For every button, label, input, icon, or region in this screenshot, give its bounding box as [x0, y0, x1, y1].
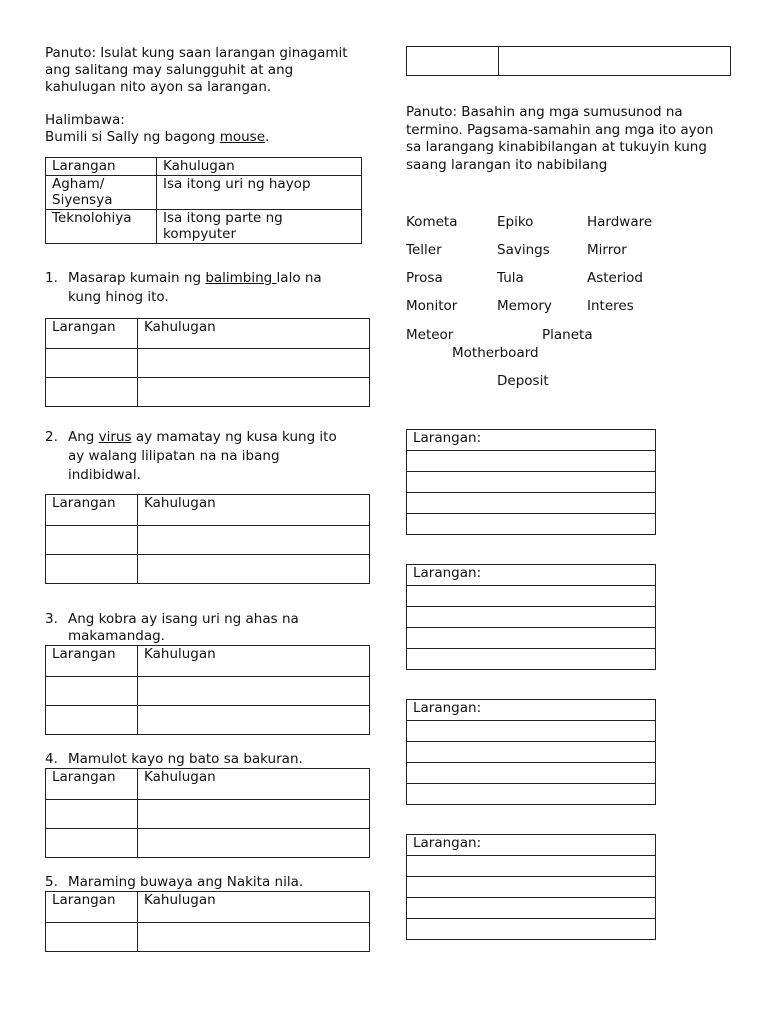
group-label: Larangan: — [407, 700, 656, 721]
item-text: Maraming buwaya ang Nakita nila. — [68, 874, 304, 890]
header-kahulugan: Kahulugan — [138, 319, 370, 349]
answer-cell[interactable] — [138, 349, 370, 378]
group-cell[interactable] — [407, 721, 656, 742]
left-instruction: Panuto: Isulat kung saan larangan ginagamit ang salitang may salungguhit at ang kahulugan nito ayon sa larangan. — [45, 45, 348, 95]
header-larangan: Larangan — [46, 646, 138, 677]
blank-cell[interactable] — [499, 47, 731, 76]
answer-cell[interactable] — [138, 378, 370, 407]
term: Deposit — [497, 373, 549, 389]
item-4 — [45, 750, 355, 769]
group-cell[interactable] — [407, 742, 656, 763]
term: Tula — [497, 270, 524, 286]
term: Savings — [497, 242, 550, 258]
example-cell: Teknolohiya — [46, 210, 157, 244]
group-table-1 — [406, 429, 656, 535]
item-number: 1. — [45, 270, 58, 286]
answer-cell[interactable] — [138, 526, 370, 555]
item-underlined-word: virus — [98, 429, 132, 445]
term: Hardware — [587, 214, 653, 230]
header-larangan: Larangan — [46, 495, 138, 526]
answer-cell[interactable] — [46, 923, 138, 952]
group-table-3 — [406, 699, 656, 805]
term: Meteor — [406, 327, 454, 343]
group-label: Larangan: — [407, 430, 656, 451]
example-text: Bumili si Sally ng bagong — [45, 129, 220, 145]
example-label: Halimbawa: — [45, 112, 125, 128]
group-cell[interactable] — [407, 898, 656, 919]
item-number: 2. — [45, 429, 58, 445]
term: Monitor — [406, 298, 458, 314]
group-label: Larangan: — [407, 835, 656, 856]
group-label: Larangan: — [407, 565, 656, 586]
answer-table-2 — [45, 494, 370, 584]
example-underlined-word: mouse — [219, 129, 266, 145]
group-table-4 — [406, 834, 656, 940]
example-table — [45, 157, 362, 244]
answer-cell[interactable] — [138, 800, 370, 829]
answer-table-3 — [45, 645, 370, 735]
header-larangan: Larangan — [46, 892, 138, 923]
group-cell[interactable] — [407, 763, 656, 784]
term: Planeta — [542, 327, 593, 343]
answer-table-5 — [45, 891, 370, 952]
answer-cell[interactable] — [138, 677, 370, 706]
group-cell[interactable] — [407, 628, 656, 649]
header-larangan: Larangan — [46, 319, 138, 349]
item-text: Mamulot kayo ng bato sa bakuran. — [68, 751, 303, 767]
example-cell: Isa itong uri ng hayop — [157, 176, 362, 210]
answer-cell[interactable] — [46, 378, 138, 407]
term: Asteriod — [587, 270, 643, 286]
group-cell[interactable] — [407, 514, 656, 535]
example-header-kahulugan: Kahulugan — [157, 158, 362, 176]
answer-cell[interactable] — [46, 349, 138, 378]
item-number: 3. — [45, 611, 58, 627]
answer-table-4 — [45, 768, 370, 858]
group-cell[interactable] — [407, 856, 656, 877]
group-cell[interactable] — [407, 493, 656, 514]
header-kahulugan: Kahulugan — [138, 769, 370, 800]
term: Kometa — [406, 214, 458, 230]
right-instruction: Panuto: Basahin ang mga sumusunod na termino. Pagsama-samahin ang mga ito ayon sa larangang kinabibilangan at tukuyin kung saang larangan ito nabibilang — [406, 104, 714, 173]
item-2 — [45, 428, 355, 485]
item-5 — [45, 873, 355, 892]
answer-cell[interactable] — [46, 677, 138, 706]
example-header-larangan: Larangan — [46, 158, 157, 176]
answer-cell[interactable] — [138, 555, 370, 584]
answer-cell[interactable] — [46, 555, 138, 584]
item-text: Masarap kumain ng — [68, 270, 206, 286]
header-kahulugan: Kahulugan — [138, 495, 370, 526]
example-sentence — [45, 129, 269, 146]
group-cell[interactable] — [407, 784, 656, 805]
term: Motherboard — [452, 345, 539, 361]
answer-cell[interactable] — [46, 800, 138, 829]
group-cell[interactable] — [407, 877, 656, 898]
group-cell[interactable] — [407, 586, 656, 607]
answer-cell[interactable] — [46, 829, 138, 858]
answer-table-1 — [45, 318, 370, 407]
header-larangan: Larangan — [46, 769, 138, 800]
name-box-table — [406, 46, 731, 76]
group-cell[interactable] — [407, 607, 656, 628]
item-text: lalo na kung hinog ito. — [68, 270, 322, 305]
item-text: ay mamatay ng kusa kung ito ay walang lilipatan na na ibang indibidwal. — [68, 429, 337, 483]
group-cell[interactable] — [407, 919, 656, 940]
header-kahulugan: Kahulugan — [138, 892, 370, 923]
item-text: Ang kobra ay isang uri ng ahas na makamandag. — [68, 611, 299, 644]
term: Mirror — [587, 242, 627, 258]
item-number: 5. — [45, 874, 58, 890]
group-cell[interactable] — [407, 649, 656, 670]
term: Interes — [587, 298, 634, 314]
answer-cell[interactable] — [46, 526, 138, 555]
term: Prosa — [406, 270, 443, 286]
example-cell: Isa itong parte ng kompyuter — [157, 210, 362, 244]
term: Teller — [406, 242, 442, 258]
header-kahulugan: Kahulugan — [138, 646, 370, 677]
item-3 — [45, 611, 355, 645]
group-table-2 — [406, 564, 656, 670]
item-text: Ang — [68, 429, 99, 445]
group-cell[interactable] — [407, 472, 656, 493]
item-underlined-word: balimbing — [205, 270, 277, 286]
answer-cell[interactable] — [138, 923, 370, 952]
group-cell[interactable] — [407, 451, 656, 472]
answer-cell[interactable] — [46, 706, 138, 735]
blank-cell[interactable] — [407, 47, 499, 76]
answer-cell[interactable] — [138, 829, 370, 858]
answer-cell[interactable] — [138, 706, 370, 735]
item-number: 4. — [45, 751, 58, 767]
item-1 — [45, 269, 355, 307]
term: Memory — [497, 298, 552, 314]
example-cell: Agham/ Siyensya — [46, 176, 157, 210]
example-period: . — [265, 129, 270, 145]
term: Epiko — [497, 214, 534, 230]
